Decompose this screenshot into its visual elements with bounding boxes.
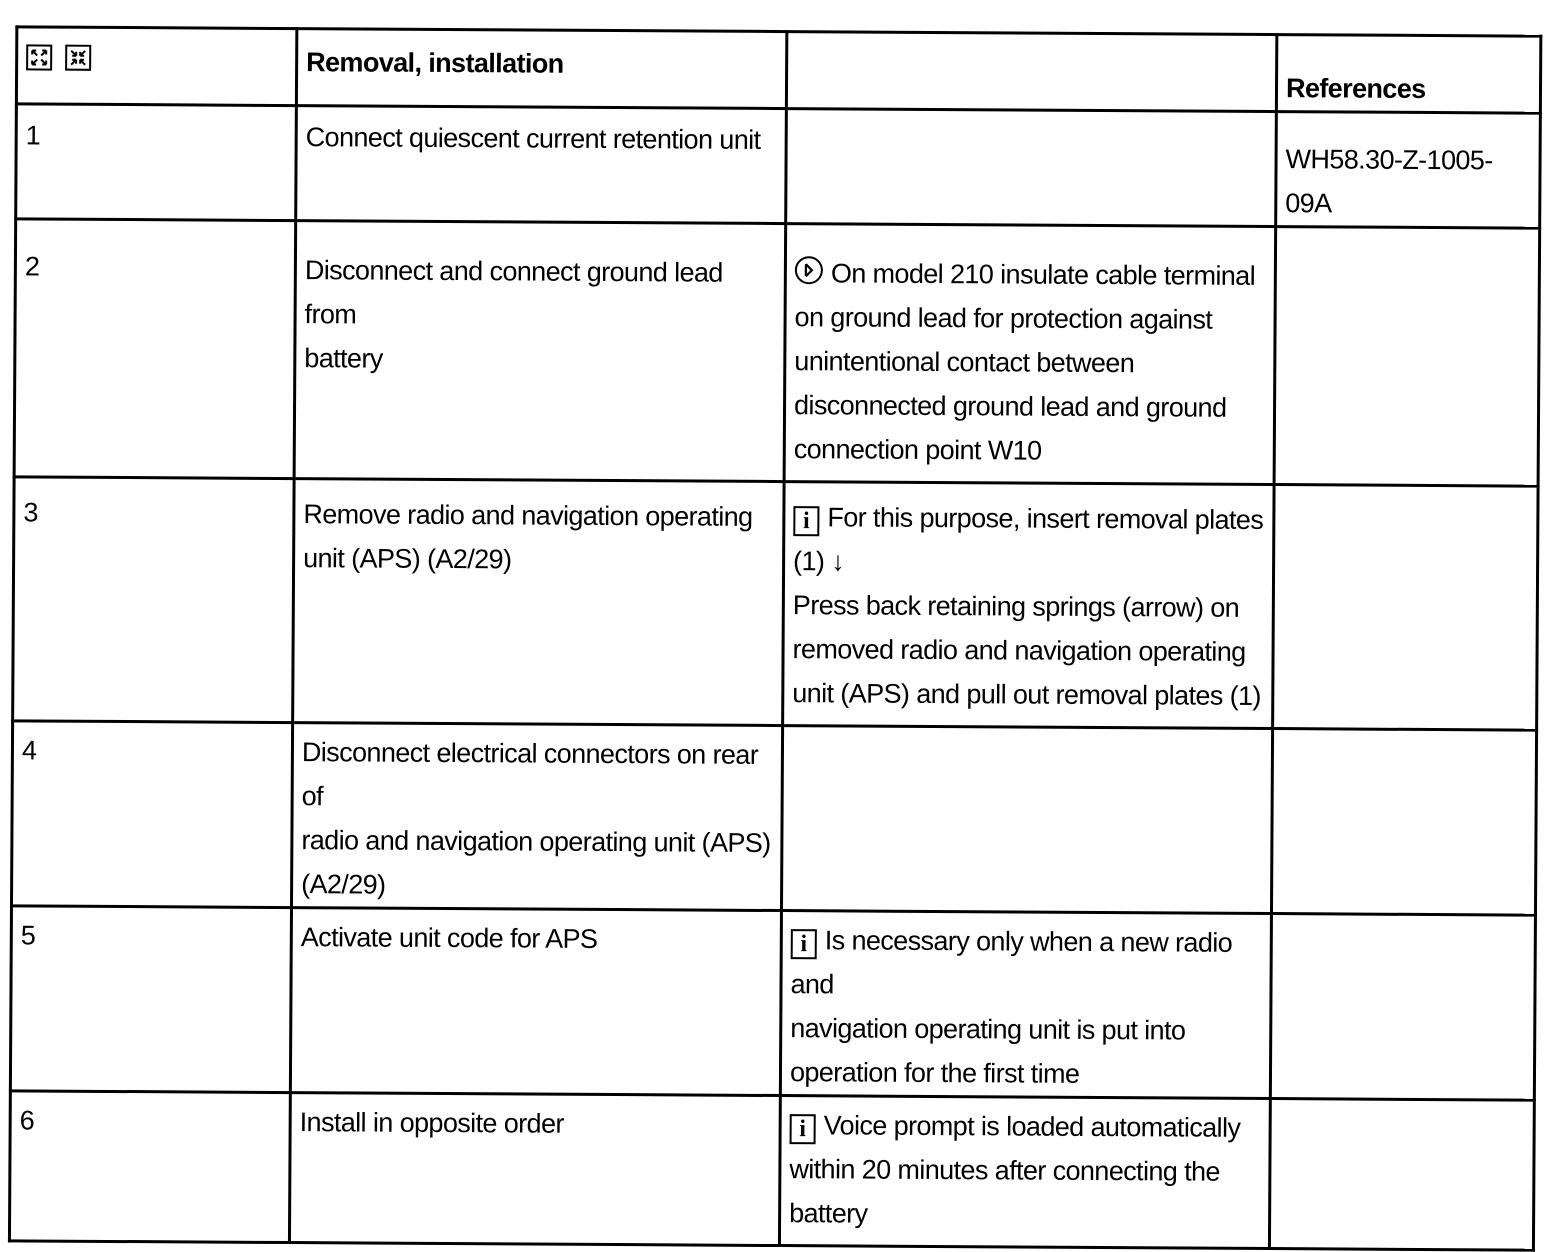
note-line: removed radio and navigation operating [792, 634, 1246, 667]
note-line: on ground lead for protection against [794, 302, 1213, 335]
table-row [9, 1091, 1534, 1250]
header-removal-installation: Removal, installation [296, 29, 786, 109]
action-line: Disconnect electrical connectors on rear of [301, 737, 759, 812]
note-line: Is necessary only when a new radio and [790, 925, 1233, 1000]
step-reference [1269, 1099, 1534, 1251]
step-number: 3 [13, 477, 294, 723]
step-action [290, 908, 781, 1096]
note-line: connection point W10 [793, 434, 1042, 466]
table-row [14, 219, 1540, 486]
note-icon [795, 256, 823, 284]
action-line: Connect quiescent current retention unit [305, 122, 761, 155]
info-icon: i [791, 929, 817, 959]
table-row [16, 104, 1541, 228]
note-line: For this purpose, insert removal plates [827, 502, 1264, 535]
action-line: battery [304, 343, 383, 374]
header-notes [786, 32, 1276, 112]
header-row [16, 27, 1540, 113]
table-row [13, 477, 1538, 730]
info-icon: i [790, 1114, 816, 1144]
removal-icon [26, 44, 52, 70]
step-number: 4 [11, 721, 292, 908]
action-line: radio and navigation operating unit (APS) [301, 825, 771, 858]
step-number: 5 [10, 906, 291, 1093]
step-reference [1273, 485, 1538, 731]
document-page [9, 25, 1540, 1229]
note-line: navigation operating unit is put into [790, 1013, 1186, 1046]
step-action [294, 221, 786, 482]
step-reference [1270, 914, 1535, 1101]
step-number: 6 [9, 1091, 290, 1243]
step-action [296, 106, 787, 224]
procedure-table [8, 25, 1542, 1251]
note-line: within 20 minutes after connecting the [789, 1154, 1220, 1187]
action-line: (A2/29) [301, 869, 386, 900]
step-number: 2 [14, 219, 296, 479]
note-line: On model 210 insulate cable terminal [830, 258, 1256, 291]
action-line: Activate unit code for APS [300, 922, 598, 954]
installation-icon [65, 45, 91, 71]
step-note [779, 1096, 1270, 1249]
info-icon: i [793, 506, 819, 536]
header-icons-cell [16, 27, 296, 106]
note-line: disconnected ground lead and ground [793, 390, 1227, 423]
note-line: operation for the first time [789, 1057, 1080, 1089]
step-number: 1 [16, 104, 297, 221]
step-reference [1271, 729, 1536, 916]
step-action [293, 479, 784, 726]
step-note [781, 726, 1272, 914]
action-line: Remove radio and navigation operating [303, 499, 753, 532]
action-line: unit (APS) (A2/29) [303, 543, 512, 575]
step-note [780, 911, 1271, 1099]
action-line: Install in opposite order [299, 1107, 564, 1139]
note-line: unit (APS) and pull out removal plates (1) [792, 678, 1261, 711]
note-line: battery [789, 1198, 868, 1229]
step-action [289, 1093, 780, 1246]
table-row [11, 721, 1536, 915]
step-note [786, 109, 1277, 227]
step-note [784, 224, 1276, 485]
step-note [783, 482, 1274, 729]
step-reference: WH58.30-Z-1005-09A [1276, 112, 1541, 229]
note-line: Press back retaining springs (arrow) on [792, 590, 1240, 623]
note-line: unintentional contact between [794, 346, 1135, 379]
header-references: References [1276, 35, 1540, 114]
table-row [10, 906, 1535, 1100]
note-line: Voice prompt is loaded automatically [823, 1110, 1241, 1143]
note-line: (1) ↓ [793, 546, 845, 577]
action-line: Disconnect and connect ground lead from [304, 255, 723, 330]
step-reference [1274, 227, 1540, 487]
step-action [291, 723, 782, 911]
